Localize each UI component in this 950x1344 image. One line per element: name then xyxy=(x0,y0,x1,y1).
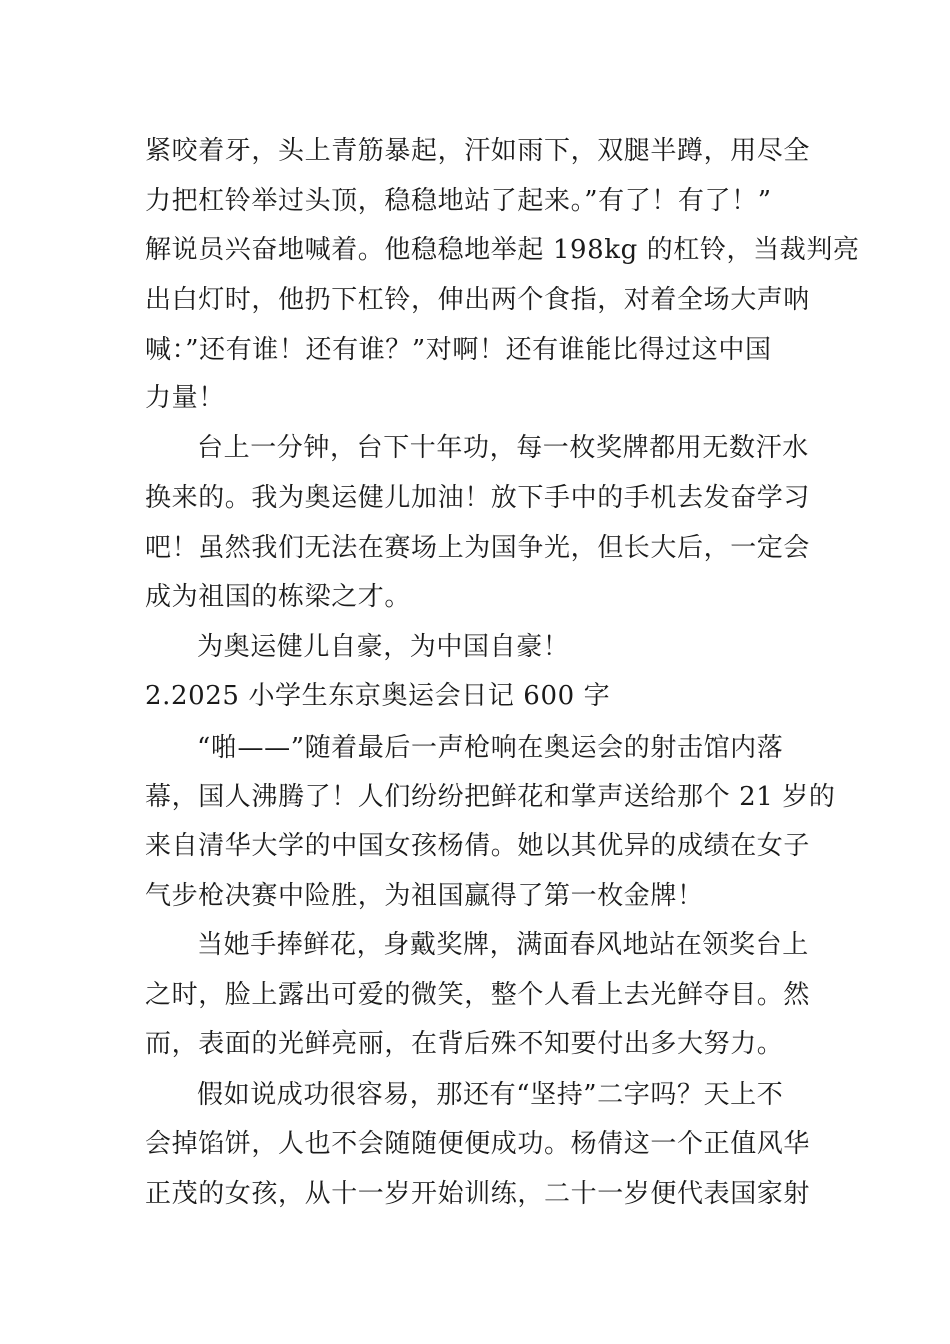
text-line: 成为祖国的栋梁之才。 xyxy=(145,582,412,612)
text-line: 解说员兴奋地喊着。他稳稳地举起 198kg 的杠铃，当裁判亮 xyxy=(145,235,860,265)
text-line: 而，表面的光鲜亮丽，在背后殊不知要付出多大努力。 xyxy=(145,1029,784,1059)
text-line: 会掉馅饼，人也不会随随便便成功。杨倩这一个正值风华 xyxy=(145,1129,811,1159)
paragraph-start-line: 当她手捧鲜花，身戴奖牌，满面春风地站在领奖台上 xyxy=(197,930,809,960)
text-line: 喊：”还有谁！还有谁？”对啊！还有谁能比得过这中国 xyxy=(145,335,772,365)
paragraph-start-line: “啪——”随着最后一声枪响在奥运会的射击馆内落 xyxy=(197,733,784,763)
text-line: 来自清华大学的中国女孩杨倩。她以其优异的成绩在女子 xyxy=(145,831,811,861)
text-line: 气步枪决赛中险胜，为祖国赢得了第一枚金牌！ xyxy=(145,881,704,911)
paragraph-start-line: 台上一分钟，台下十年功，每一枚奖牌都用无数汗水 xyxy=(197,433,809,463)
text-line: 力量！ xyxy=(145,383,225,413)
text-line: 之时，脸上露出可爱的微笑，整个人看上去光鲜夺目。然 xyxy=(145,980,811,1010)
text-line: 紧咬着牙，头上青筋暴起，汗如雨下，双腿半蹲，用尽全 xyxy=(145,136,811,166)
text-line: 吧！虽然我们无法在赛场上为国争光，但长大后，一定会 xyxy=(145,533,811,563)
text-line: 力把杠铃举过头顶，稳稳地站了起来。”有了！有了！” xyxy=(145,186,772,216)
paragraph-start-line: 假如说成功很容易，那还有“坚持”二字吗？天上不 xyxy=(197,1080,784,1110)
section-heading: 2.2025 小学生东京奥运会日记 600 字 xyxy=(145,681,611,711)
text-line: 出白灯时，他扔下杠铃，伸出两个食指，对着全场大声呐 xyxy=(145,285,811,315)
text-line: 幕，国人沸腾了！人们纷纷把鲜花和掌声送给那个 21 岁的 xyxy=(145,782,836,812)
text-line: 正茂的女孩，从十一岁开始训练，二十一岁便代表国家射 xyxy=(145,1179,811,1209)
text-line: 换来的。我为奥运健儿加油！放下手中的手机去发奋学习 xyxy=(145,483,811,513)
paragraph-start-line: 为奥运健儿自豪，为中国自豪！ xyxy=(197,632,570,662)
